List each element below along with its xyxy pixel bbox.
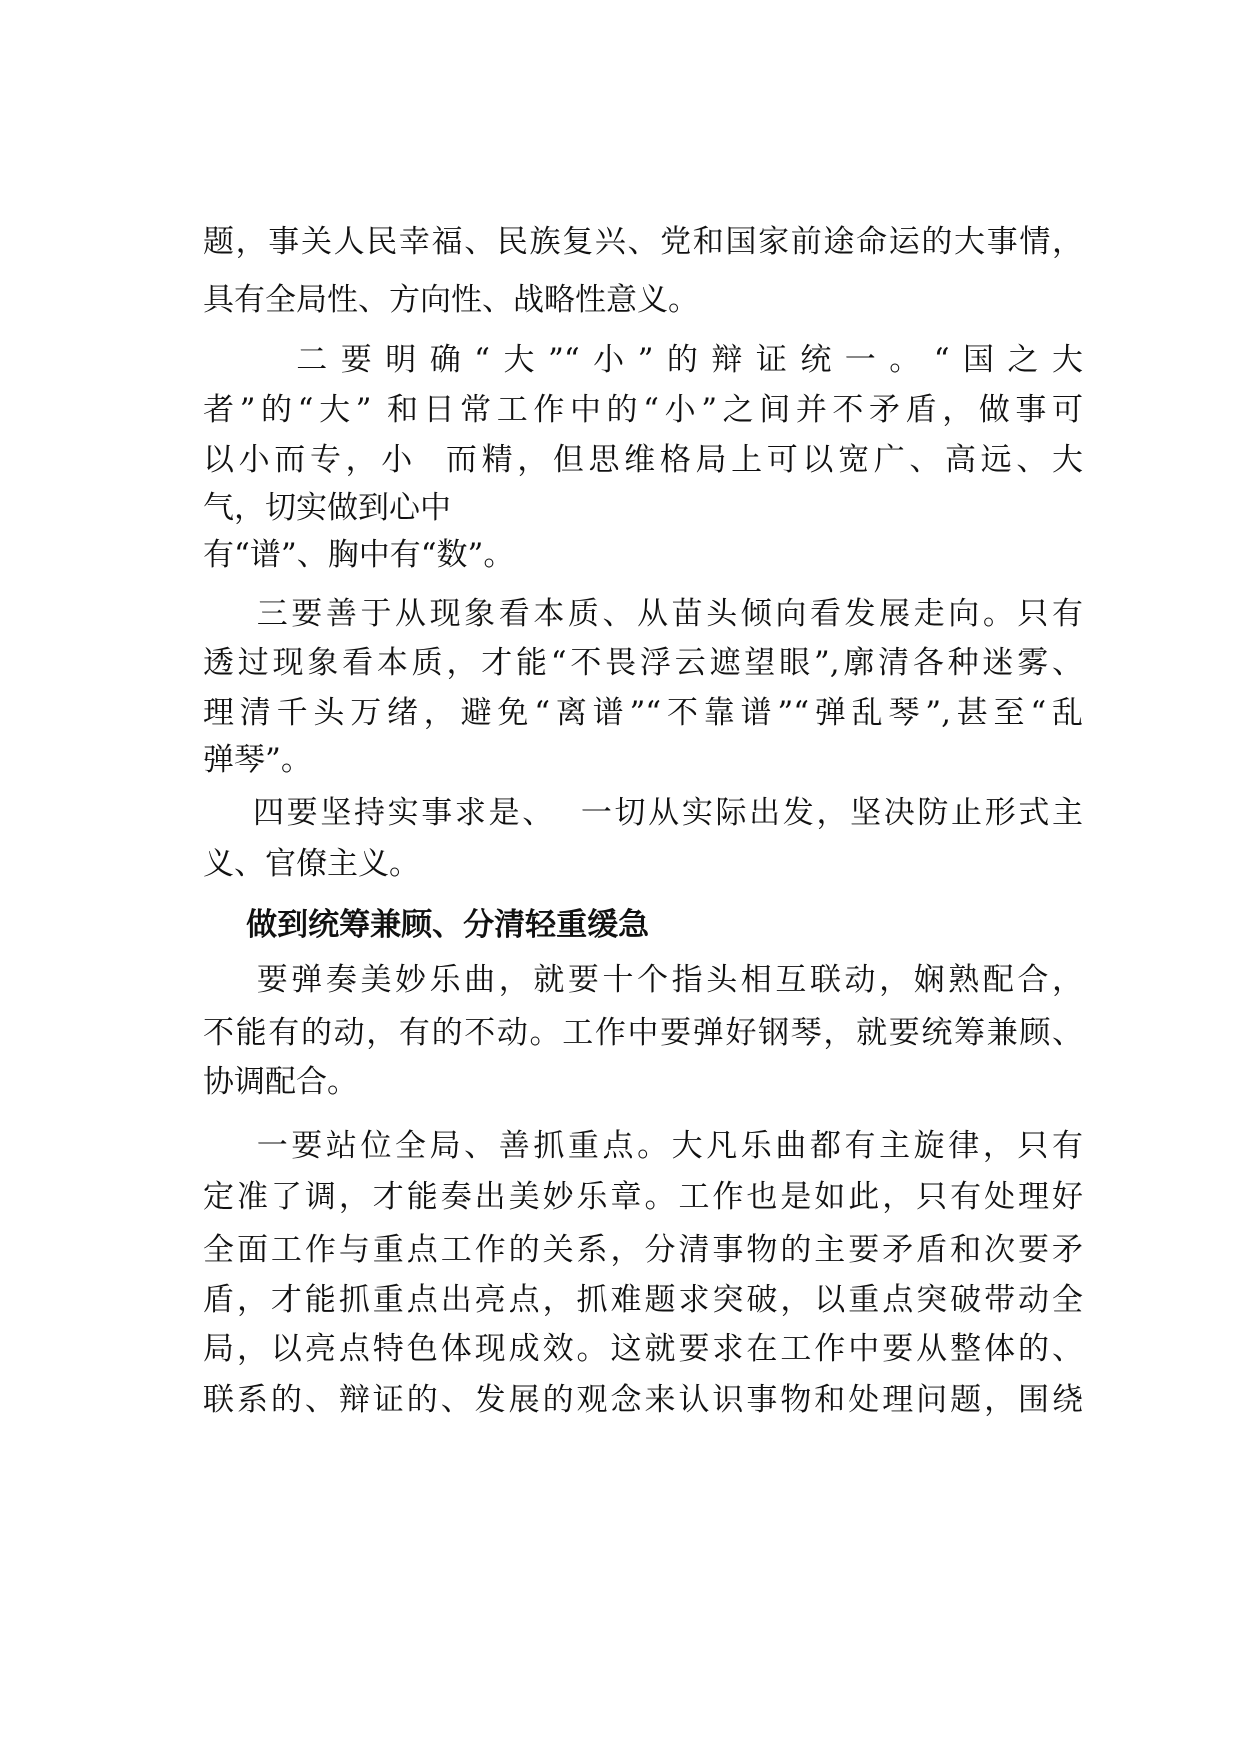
text-line: 者”的“大” 和日常工作中的“小”之间并不矛盾，做事可 <box>203 392 1083 428</box>
text-line: 四要坚持实事求是、 一切从实际出发，坚决防止形式主 <box>203 795 1083 831</box>
text-line: 全面工作与重点工作的关系，分清事物的主要矛盾和次要矛 <box>203 1232 1083 1268</box>
text-line: 义、官僚主义。 <box>203 846 420 882</box>
text-line: 有“谱”、胸中有“数”。 <box>203 537 515 573</box>
text-line: 局，以亮点特色体现成效。这就要求在工作中要从整体的、 <box>203 1331 1083 1367</box>
section-heading: 做到统筹兼顾、分清轻重缓急 <box>203 907 650 943</box>
text-line: 三要善于从现象看本质、从苗头倾向看发展走向。只有 <box>203 596 1083 632</box>
text-line: 定准了调，才能奏出美妙乐章。工作也是如此，只有处理好 <box>203 1179 1083 1215</box>
text-line: 气，切实做到心中 <box>203 490 451 526</box>
text-line: 理清千头万绪，避免“离谱”“不靠谱”“弹乱琴”,甚至“乱 <box>203 695 1083 731</box>
text-line: 联系的、辩证的、发展的观念来认识事物和处理问题，围绕 <box>203 1382 1083 1418</box>
text-line: 透过现象看本质，才能“不畏浮云遮望眼”,廓清各种迷雾、 <box>203 645 1083 681</box>
text-line: 不能有的动，有的不动。工作中要弹好钢琴，就要统筹兼顾、 <box>203 1015 1083 1051</box>
text-line: 以小而专，小 而精，但思维格局上可以宽广、高远、大 <box>203 442 1083 478</box>
text-line: 二要明确“大”“小”的辩证统一。“国之大 <box>203 342 1083 378</box>
text-line: 要弹奏美妙乐曲，就要十个指头相互联动，娴熟配合， <box>203 962 1083 998</box>
text-line: 一要站位全局、善抓重点。大凡乐曲都有主旋律，只有 <box>203 1128 1083 1164</box>
text-line: 具有全局性、方向性、战略性意义。 <box>203 282 699 318</box>
text-line: 题，事关人民幸福、民族复兴、党和国家前途命运的大事情， <box>203 224 1083 260</box>
text-line: 弹琴”。 <box>203 742 312 778</box>
text-line: 盾，才能抓重点出亮点，抓难题求突破，以重点突破带动全 <box>203 1282 1083 1318</box>
text-line: 协调配合。 <box>203 1064 358 1100</box>
